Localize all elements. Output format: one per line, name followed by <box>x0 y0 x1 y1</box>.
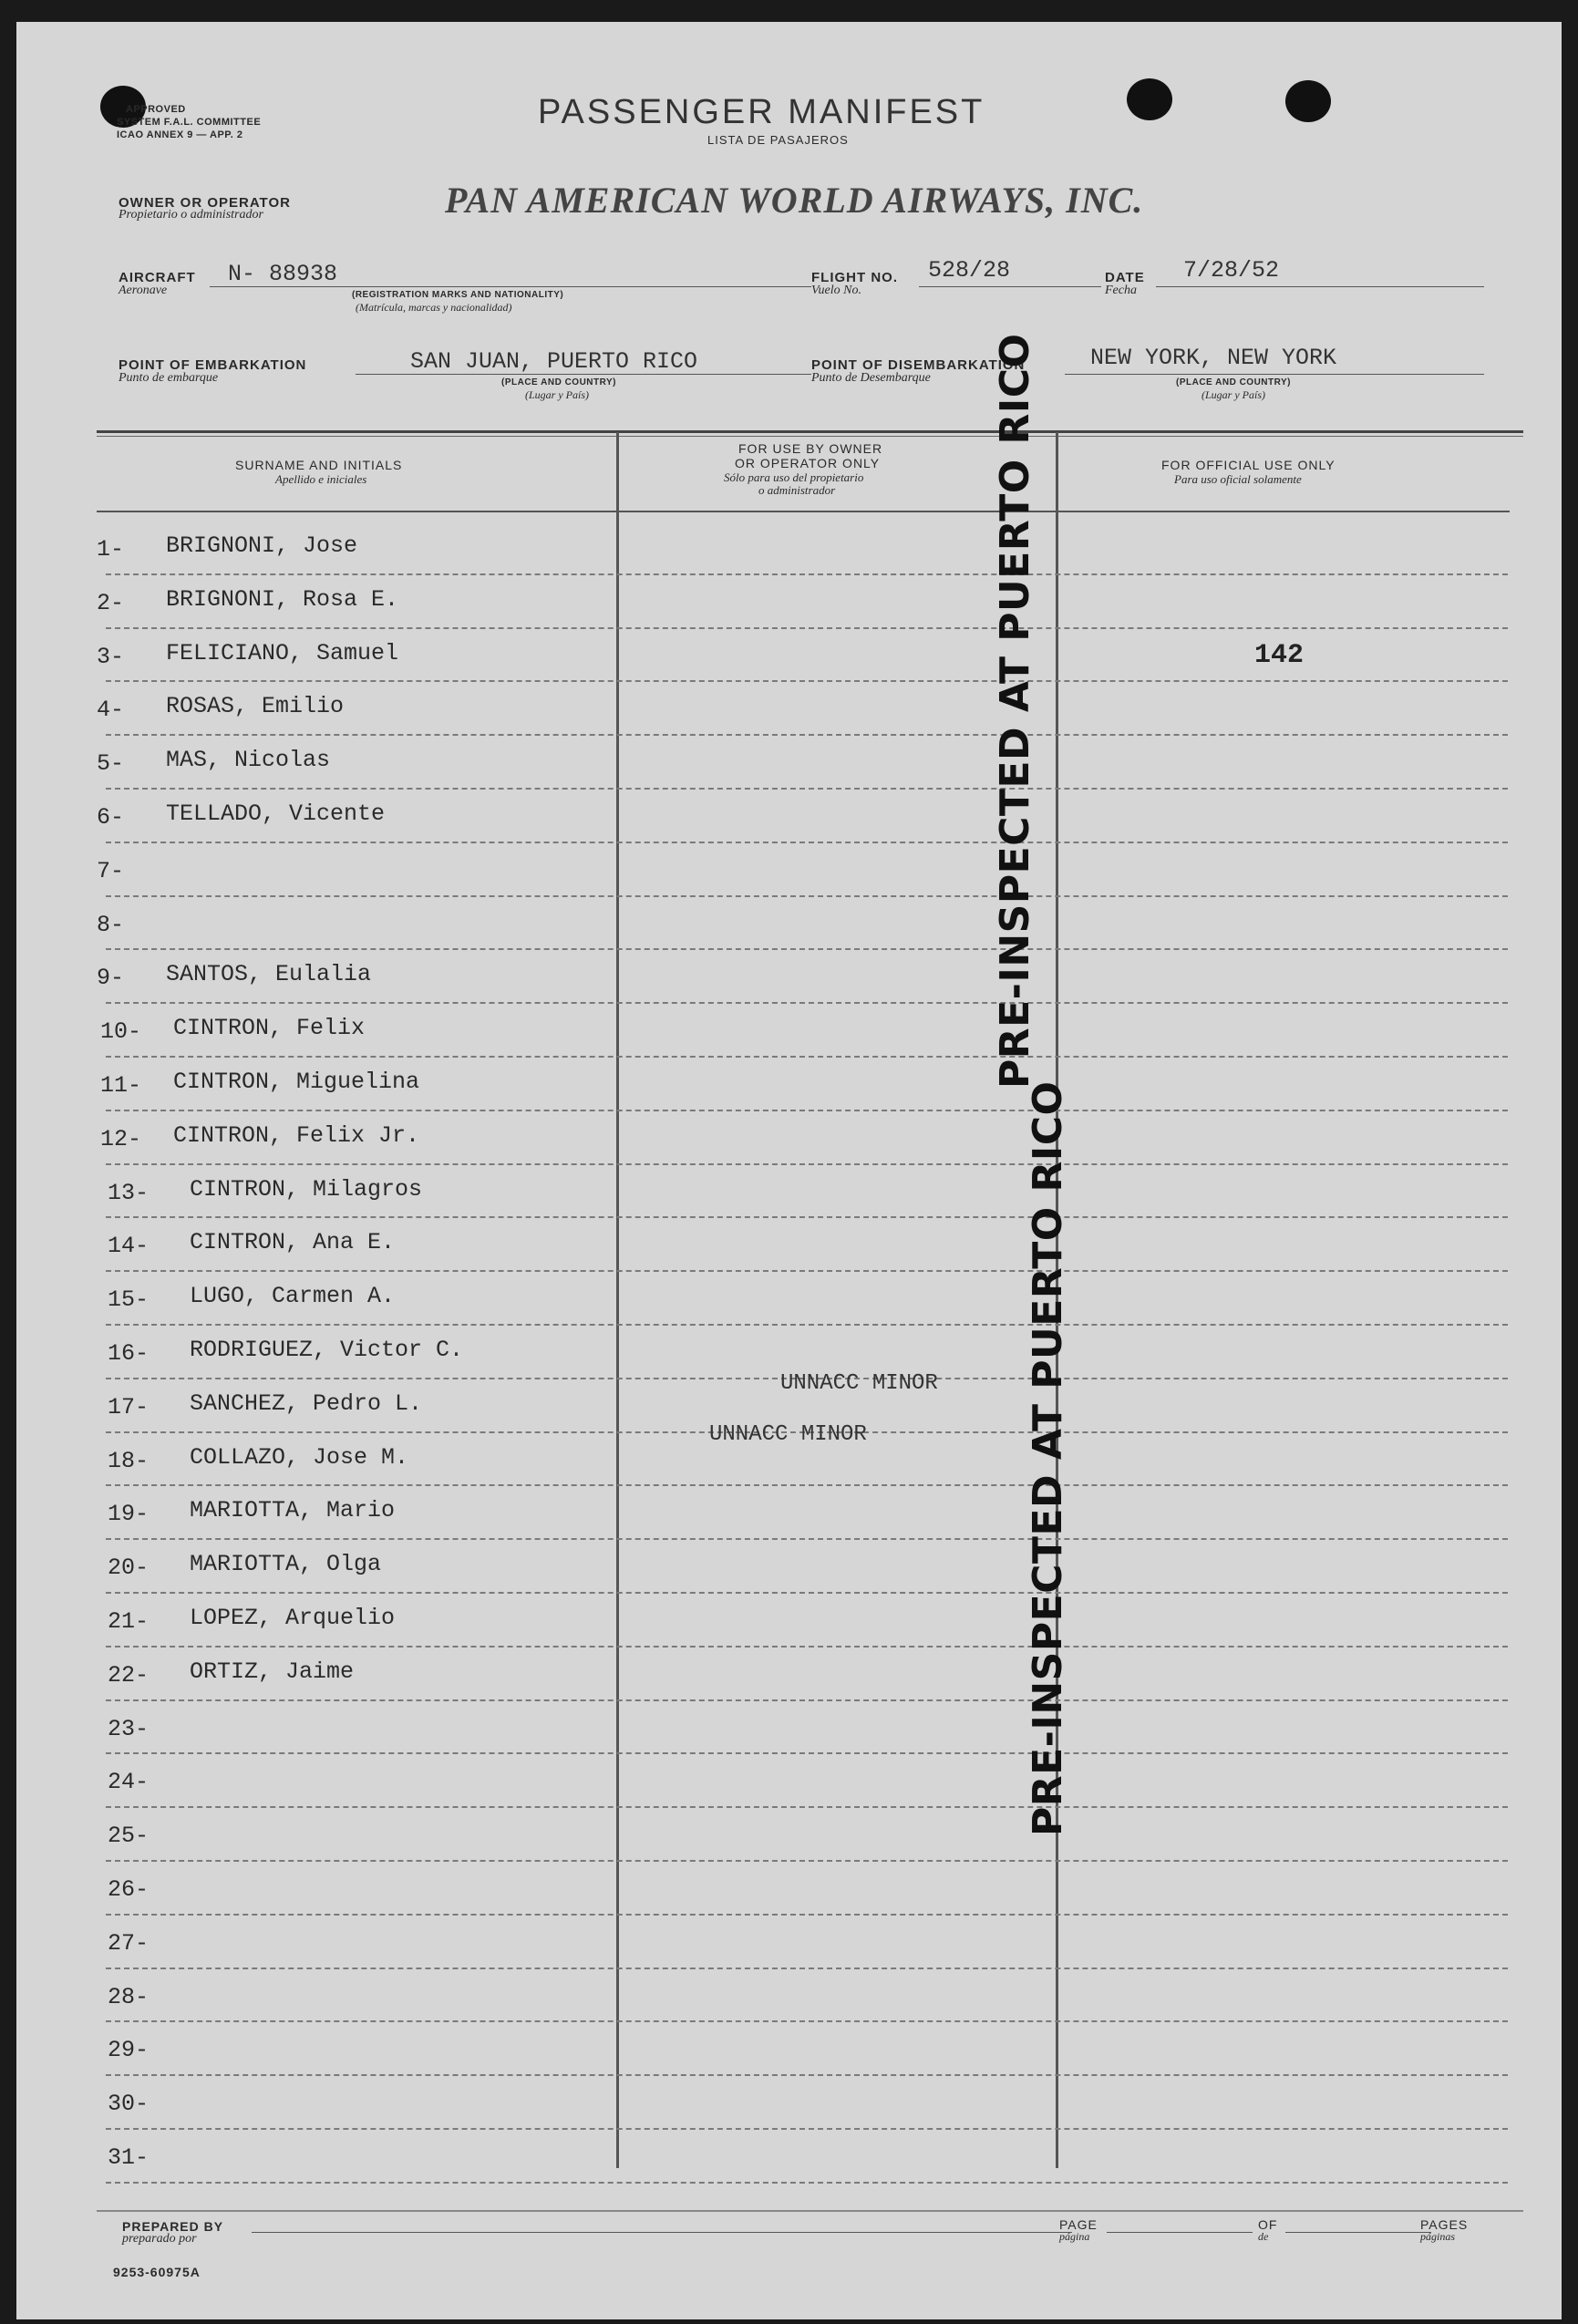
row-number: 28- <box>108 1983 150 2010</box>
aircraft-label-es: Aeronave <box>119 284 168 297</box>
table-top-rule <box>97 430 1523 433</box>
pre-inspected-stamp-upper: PRE-INSPECTED AT PUERTO RICO <box>992 333 1038 1089</box>
table-row <box>89 1540 618 1593</box>
embarkation-note: (PLACE AND COUNTRY) <box>501 377 616 387</box>
pages-label-es: páginas <box>1420 2230 1456 2243</box>
col-names-header-es: Apellido e iniciales <box>275 472 367 486</box>
passenger-name: CINTRON, Milagros <box>190 1175 423 1203</box>
approval-line-2: SYSTEM F.A.L. COMMITTEE <box>117 117 262 128</box>
table-row <box>89 1379 618 1432</box>
row-number: 12- <box>100 1125 142 1152</box>
row-number: 20- <box>108 1554 150 1582</box>
passenger-name: CINTRON, Miguelina <box>173 1069 420 1095</box>
row-number: 15- <box>108 1286 150 1314</box>
flight-value: 528/28 <box>928 257 1011 284</box>
embarkation-underline <box>356 374 811 375</box>
table-row <box>89 682 618 735</box>
table-row <box>89 1218 618 1271</box>
table-row <box>89 1272 618 1325</box>
table-row <box>89 1647 618 1700</box>
row-number: 8- <box>97 911 125 938</box>
of-label: OF <box>1258 2217 1278 2232</box>
passenger-name: COLLAZO, Jose M. <box>190 1443 409 1471</box>
unnacc-minor-note-18: UNNACC MINOR <box>709 1422 867 1447</box>
aircraft-value: N- 88938 <box>228 261 338 287</box>
table-row <box>89 575 618 628</box>
col-owner-header-4: o administrador <box>758 483 836 497</box>
passenger-name: BRIGNONI, Rosa E. <box>166 585 399 613</box>
table-row <box>89 1004 618 1057</box>
flight-label-es: Vuelo No. <box>811 284 861 297</box>
row-number: 17- <box>108 1393 150 1420</box>
row-number: 14- <box>108 1233 150 1260</box>
row-number: 10- <box>100 1018 142 1046</box>
col-official-header-es: Para uso oficial solamente <box>1174 472 1302 486</box>
row-number: 19- <box>108 1501 150 1528</box>
col-owner-header-1: FOR USE BY OWNER <box>738 441 883 456</box>
row-number: 16- <box>108 1340 150 1367</box>
pages-label: PAGES <box>1420 2217 1469 2232</box>
row-number: 6- <box>97 804 125 831</box>
disembarkation-label-es: Punto de Desembarque <box>811 371 931 385</box>
table-row <box>89 897 618 950</box>
date-label-es: Fecha <box>1105 284 1137 297</box>
aircraft-note: (REGISTRATION MARKS AND NATIONALITY) <box>352 290 564 300</box>
row-number: 2- <box>97 589 125 616</box>
official-number: 142 <box>1254 640 1305 671</box>
table-row <box>89 843 618 896</box>
passenger-name: LUGO, Carmen A. <box>190 1283 396 1310</box>
table-row <box>89 1326 618 1379</box>
of-label-es: de <box>1258 2230 1269 2243</box>
embarkation-label-es: Punto de embarque <box>119 371 219 385</box>
date-label: DATE <box>1105 270 1145 285</box>
row-number: 21- <box>108 1608 150 1635</box>
embarkation-value: SAN JUAN, PUERTO RICO <box>410 348 698 375</box>
disembarkation-note: (PLACE AND COUNTRY) <box>1176 377 1291 387</box>
row-number: 13- <box>108 1179 150 1206</box>
disembarkation-value: NEW YORK, NEW YORK <box>1090 345 1337 371</box>
passenger-name: SANTOS, Eulalia <box>166 961 372 988</box>
manifest-sheet <box>16 22 1562 2319</box>
passenger-name: CINTRON, Felix <box>173 1015 366 1042</box>
table-row <box>89 790 618 842</box>
row-number: 25- <box>108 1823 150 1850</box>
disembarkation-label: POINT OF DISEMBARKATION <box>811 357 1026 373</box>
passenger-name: MARIOTTA, Mario <box>190 1497 396 1524</box>
row-number: 18- <box>108 1447 150 1474</box>
header-rule <box>97 511 1510 512</box>
row-number: 3- <box>97 643 125 670</box>
embarkation-label: POINT OF EMBARKATION <box>119 357 307 373</box>
table-row <box>89 1433 618 1486</box>
page-label-es: página <box>1059 2230 1090 2243</box>
owner-value: PAN AMERICAN WORLD AIRWAYS, INC. <box>445 180 1144 221</box>
of-underline <box>1285 2232 1431 2233</box>
table-row <box>89 2130 618 2183</box>
table-row <box>89 736 618 789</box>
table-row <box>89 2022 618 2075</box>
row-separator <box>106 2182 1508 2184</box>
col-owner-header-3: Sólo para uso del propietario <box>724 470 864 484</box>
row-number: 1- <box>97 536 125 563</box>
row-number: 24- <box>108 1769 150 1796</box>
row-number: 29- <box>108 2037 150 2064</box>
footer-rule <box>97 2210 1523 2212</box>
row-number: 4- <box>97 697 125 724</box>
row-number: 22- <box>108 1661 150 1689</box>
table-row <box>89 522 618 574</box>
punch-hole-center <box>1127 78 1172 120</box>
table-row <box>89 1916 618 1968</box>
pre-inspected-stamp-lower: PRE-INSPECTED AT PUERTO RICO <box>1025 1080 1071 1836</box>
flight-label: FLIGHT NO. <box>811 270 898 285</box>
aircraft-label: AIRCRAFT <box>119 270 196 285</box>
prepared-by-label: PREPARED BY <box>122 2219 224 2234</box>
passenger-name: SANCHEZ, Pedro L. <box>190 1389 423 1417</box>
form-number: 9253-60975A <box>113 2265 201 2279</box>
prepared-by-label-es: preparado por <box>122 2232 197 2246</box>
passenger-name: RODRIGUEZ, Victor C. <box>190 1337 464 1363</box>
row-number: 9- <box>97 965 125 992</box>
table-row <box>89 1754 618 1807</box>
prepared-by-underline <box>252 2232 1072 2233</box>
row-number: 30- <box>108 2091 150 2118</box>
table-row <box>89 1969 618 2022</box>
punch-hole-right <box>1285 80 1331 122</box>
col-owner-header-2: OR OPERATOR ONLY <box>735 456 881 470</box>
passenger-name: FELICIANO, Samuel <box>166 639 399 666</box>
approval-line-3: ICAO ANNEX 9 — APP. 2 <box>117 129 243 140</box>
aircraft-underline <box>210 286 811 287</box>
owner-label: OWNER OR OPERATOR <box>119 195 291 211</box>
row-number: 31- <box>108 2144 150 2171</box>
passenger-name: MAS, Nicolas <box>166 747 331 774</box>
page-title: PASSENGER MANIFEST <box>538 93 985 131</box>
embarkation-note-es: (Lugar y País) <box>525 388 589 401</box>
row-number: 23- <box>108 1715 150 1742</box>
table-row <box>89 1701 618 1754</box>
date-value: 7/28/52 <box>1183 257 1280 284</box>
col-official-header: FOR OFFICIAL USE ONLY <box>1161 458 1336 472</box>
passenger-name: TELLADO, Vicente <box>166 800 386 827</box>
table-row <box>89 1486 618 1539</box>
table-row <box>89 1058 618 1110</box>
row-number: 5- <box>97 750 125 778</box>
disembarkation-underline <box>1065 374 1484 375</box>
table-row <box>89 1594 618 1647</box>
row-number: 7- <box>97 857 125 884</box>
passenger-name: ROSAS, Emilio <box>166 693 345 720</box>
table-row <box>89 1862 618 1915</box>
table-row <box>89 950 618 1003</box>
col-names-header: SURNAME AND INITIALS <box>235 458 403 472</box>
aircraft-note-es: (Matrícula, marcas y nacionalidad) <box>356 301 512 314</box>
disembarkation-note-es: (Lugar y País) <box>1202 388 1265 401</box>
owner-label-es: Propietario o administrador <box>119 208 263 222</box>
passenger-name: CINTRON, Felix Jr. <box>173 1121 420 1149</box>
date-underline <box>1156 286 1484 287</box>
page-subtitle: LISTA DE PASAJEROS <box>707 133 849 147</box>
row-number: 11- <box>100 1072 142 1099</box>
table-row <box>89 629 618 682</box>
table-row <box>89 1808 618 1861</box>
table-row <box>89 1165 618 1218</box>
unnacc-minor-note-17: UNNACC MINOR <box>780 1371 938 1396</box>
row-number: 26- <box>108 1876 150 1903</box>
table-top-rule-2 <box>97 436 1523 437</box>
approval-line-1: APPROVED <box>126 104 186 115</box>
passenger-name: LOPEZ, Arquelio <box>190 1605 396 1631</box>
passenger-name: CINTRON, Ana E. <box>190 1229 396 1256</box>
row-number: 27- <box>108 1929 150 1957</box>
table-row <box>89 1111 618 1164</box>
passenger-name: MARIOTTA, Olga <box>190 1551 382 1578</box>
flight-underline <box>919 286 1101 287</box>
page-underline <box>1107 2232 1253 2233</box>
page-label: PAGE <box>1059 2217 1098 2232</box>
table-row <box>89 2076 618 2129</box>
passenger-name: ORTIZ, Jaime <box>190 1658 355 1685</box>
passenger-name: BRIGNONI, Jose <box>166 532 358 559</box>
